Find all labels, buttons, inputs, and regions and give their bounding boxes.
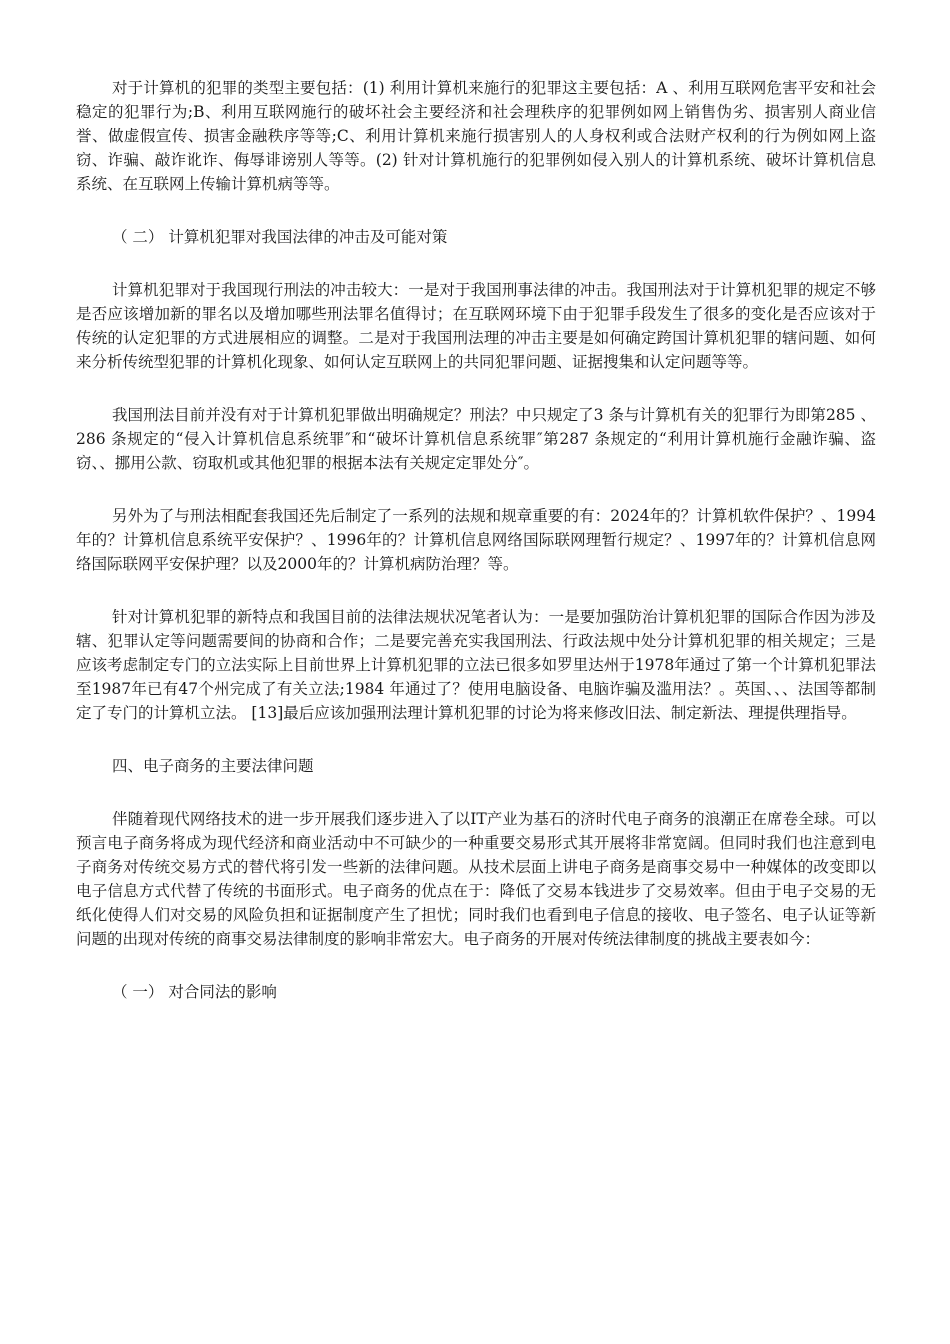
section-heading-impact-on-law: （ 二） 计算机犯罪对我国法律的冲击及可能对策 xyxy=(112,228,448,246)
paragraph-crime-types: 对于计算机的犯罪的类型主要包括：(1) 利用计算机来施行的犯罪这主要包括：A 、利用互联网危害平安和社会稳定的犯罪行为;B、利用互联网施行的破坏社会主要经济和社会理秩序的犯罪例如网上销售伪劣、损害别人商业信誉、做虚假宣传、损害金融秩序等等;C、利用计算机来施行损害别人的人身权利或合法财产权利的行为例如网上盗窃、诈骗、敲诈讹诈、侮辱诽谤别人等等。(2) 针对计算机施行的犯罪例如侵入别人的计算机系统、破坏计算机信息系统、在互联网上传输计算机病等等。 xyxy=(76,79,876,193)
paragraph-countermeasures: 针对计算机犯罪的新特点和我国目前的法律法规状况笔者认为：一是要加强防治计算机犯罪的国际合作因为涉及辖、犯罪认定等问题需要间的协商和合作；二是要完善充实我国刑法、行政法规中处分计算机犯罪的相关规定；三是应该考虑制定专门的立法实际上目前世界上计算机犯罪的立法已很多如罗里达州于1978年通过了第一个计算机犯罪法至1987年已有47个州完成了有关立法;1984 年通过了？使用电脑设备、电脑诈骗及滥用法？。英国、、、法国等都制定了专门的计算机立法。 [13]最后应该加强刑法理计算机犯罪的讨论为将来修改旧法、制定新法、理提供理指导。 xyxy=(76,608,876,722)
section-heading-ecommerce-legal-issues: 四、电子商务的主要法律问题 xyxy=(112,757,314,775)
paragraph-criminal-law-provisions: 我国刑法目前并没有对于计算机犯罪做出明确规定？刑法？中只规定了3 条与计算机有关的犯罪行为即第285 、286 条规定的“侵入计算机信息系统罪″和“破坏计算机信息系统罪″第287 条规定的“利用计算机施行金融诈骗、盗窃、、挪用公款、窃取机或其他犯罪的根据本法有关规定定罪处分″。 xyxy=(76,406,876,472)
paragraph-impact-on-criminal-law: 计算机犯罪对于我国现行刑法的冲击较大：一是对于我国刑事法律的冲击。我国刑法对于计算机犯罪的规定不够是否应该增加新的罪名以及增加哪些刑法罪名值得讨；在互联网环境下由于犯罪手段发生了很多的变化是否应该对于传统的认定犯罪的方式进展相应的调整。二是对于我国刑法理的冲击主要是如何确定跨国计算机犯罪的辖问题、如何来分析传统型犯罪的计算机化现象、如何认定互联网上的共同犯罪问题、证据搜集和认定问题等等。 xyxy=(76,281,876,371)
paragraph-ecommerce-overview: 伴随着现代网络技术的进一步开展我们逐步进入了以IT产业为基石的济时代电子商务的浪潮正在席卷全球。可以预言电子商务将成为现代经济和商业活动中不可缺少的一种重要交易形式其开展将非常宽阔。但同时我们也注意到电子商务对传统交易方式的替代将引发一些新的法律问题。从技术层面上讲电子商务是商事交易中一种媒体的改变即以电子信息方式代替了传统的书面形式。电子商务的优点在于：降低了交易本钱进步了交易效率。但由于电子交易的无纸化使得人们对交易的风险负担和证据制度产生了担忧；同时我们也看到电子信息的接收、电子签名、电子认证等新问题的出现对传统的商事交易法律制度的影响非常宏大。电子商务的开展对传统法律制度的挑战主要表如今： xyxy=(76,810,876,948)
paragraph-regulations: 另外为了与刑法相配套我国还先后制定了一系列的法规和规章重要的有：2024年的？计算机软件保护？、1994年的？计算机信息系统平安保护？、1996年的？计算机信息网络国际联网理暂行规定？、1997年的？计算机信息网络国际联网平安保护理？以及2000年的？计算机病防治理？等。 xyxy=(76,507,876,573)
section-heading-contract-law: （ 一） 对合同法的影响 xyxy=(112,983,277,1001)
document-page xyxy=(76,76,876,1033)
